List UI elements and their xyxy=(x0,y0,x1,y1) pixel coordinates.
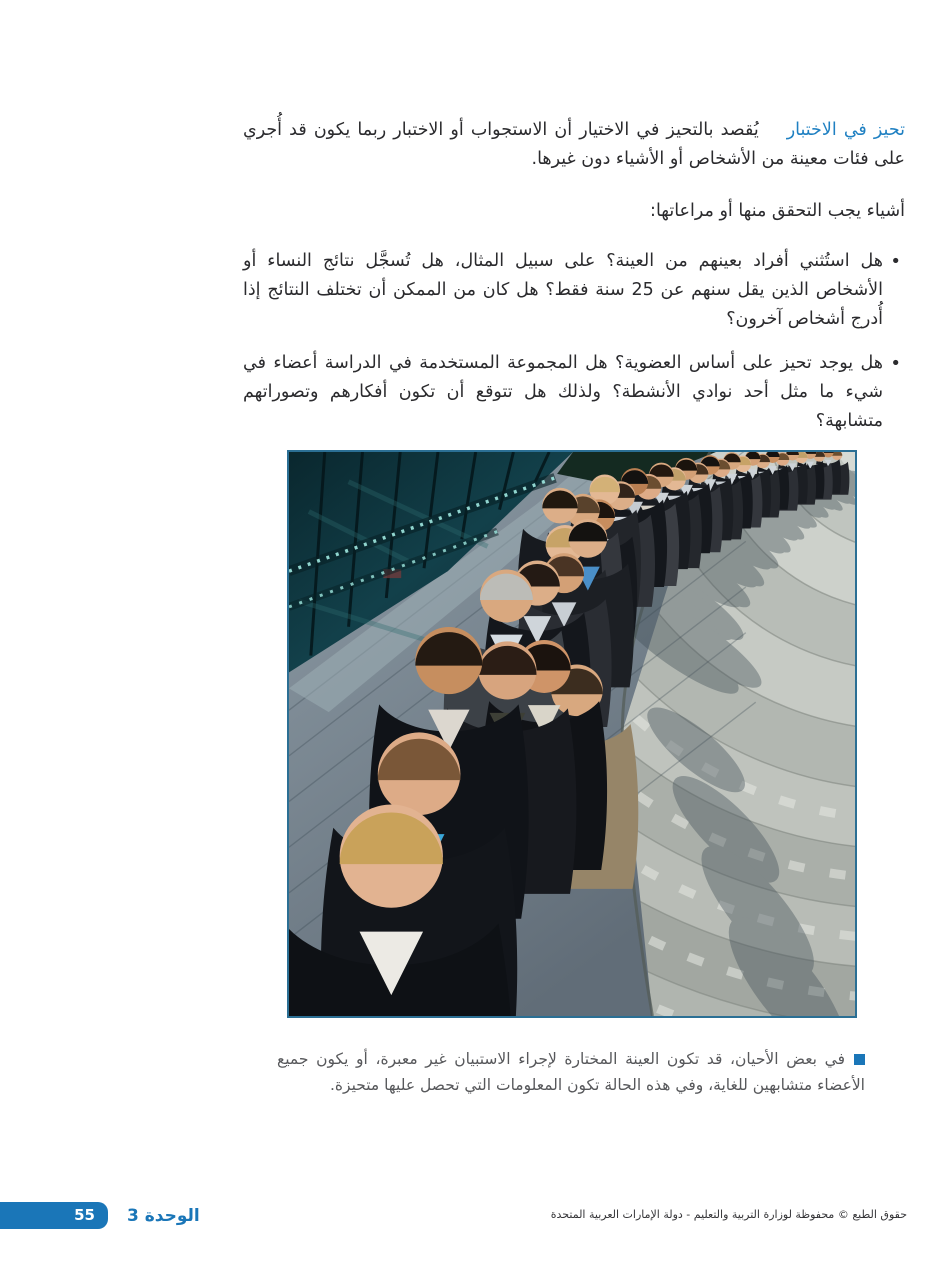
checklist xyxy=(243,247,905,436)
term-definition: يُقصد بالتحيز في الاختيار أن الاستجواب أو الاختبار ربما يكون قد أُجري على فئات معينة من الأشخاص أو الأشياء دون غيرها. xyxy=(243,120,905,169)
checklist-item-text: هل يوجد تحيز على أساس العضوية؟ هل المجموعة المستخدمة في الدراسة أعضاء في شيء ما مثل أحد نوادي الأنشطة؟ ولذلك هل تتوقع أن تكون أفكارهم وتصوراتهم متشابهة؟ xyxy=(243,353,883,431)
queue-photo xyxy=(287,450,857,1018)
checklist-lead: أشياء يجب التحقق منها أو مراعاتها: xyxy=(650,201,905,221)
queue-photo-illustration xyxy=(289,452,855,1016)
page-number-tab: 55 xyxy=(0,1202,108,1229)
main-text-column xyxy=(243,116,905,436)
copyright-line: حقوق الطبع © محفوظة لوزارة التربية والتعليم - دولة الإمارات العربية المتحدة xyxy=(550,1208,907,1221)
intro-paragraph xyxy=(243,116,905,174)
bullet-dot-icon: • xyxy=(890,251,901,272)
photo-caption-text: في بعض الأحيان، قد تكون العينة المختارة لإجراء الاستبيان غير معبرة، أو يكون جميع الأعضاء متشابهين للغاية، وفي هذه الحالة تكون المعلومات التي تحصل عليها متحيزة. xyxy=(277,1050,865,1094)
bullet-dot-icon: • xyxy=(890,353,901,374)
checklist-item-text: هل استُثني أفراد بعينهم من العينة؟ على سبيل المثال، هل تُسجَّل نتائج النساء أو الأشخاص الذين يقل سنهم عن 25 سنة فقط؟ هل كان من الممكن أن تختلف النتائج إذا أُدرج أشخاص آخرون؟ xyxy=(243,251,883,329)
photo-caption xyxy=(277,1046,865,1098)
checklist-item xyxy=(243,247,905,334)
unit-label: الوحدة 3 xyxy=(127,1206,200,1226)
caption-bullet-square-icon xyxy=(854,1054,865,1065)
checklist-item xyxy=(243,349,905,436)
term-label: تحيز في الاختبار xyxy=(786,120,906,140)
